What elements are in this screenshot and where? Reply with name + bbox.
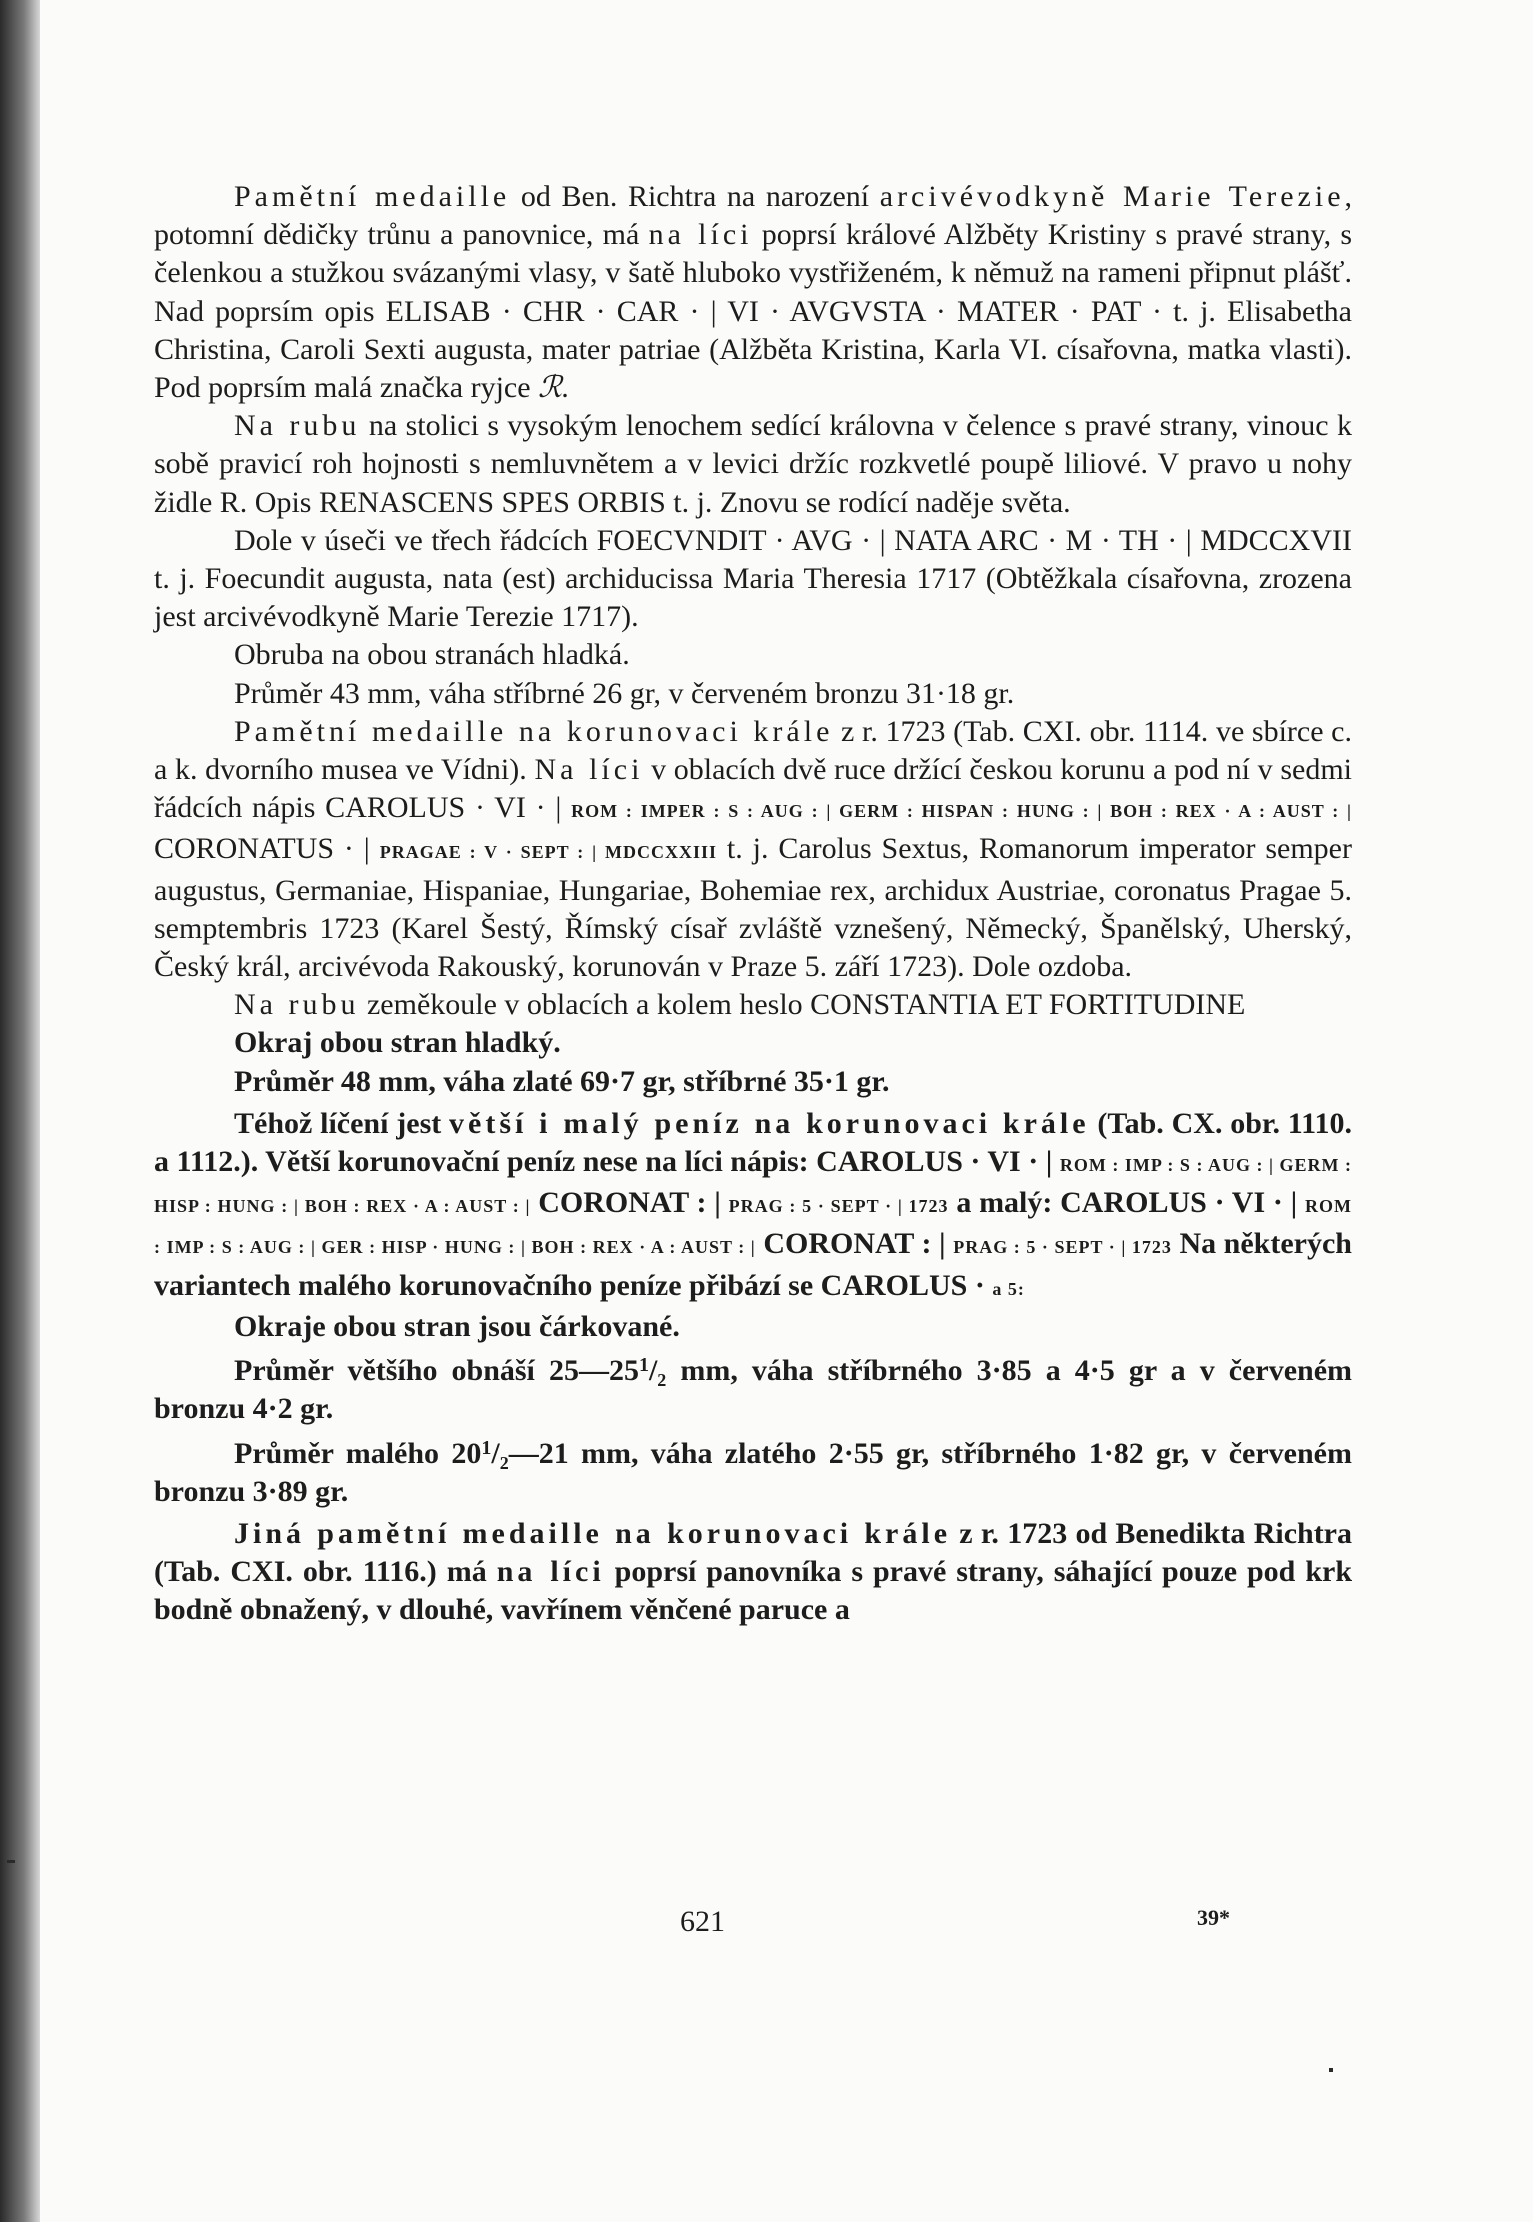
text-run: t. j. Carolus Sextus, Romanorum imperator semper augustus, Germaniae, Hispaniae, Hungariae, Bohemiae rex, archidux Austriae, coronatus Pragae 5. semptembris 1723 (Karel Šestý, Římský císař zvláště vznešený, Německý, Španělský, Uherský, Český král, arcivévoda Rakouský, korunován v Praze 5. září 1723). Dole ozdoba. bbox=[154, 832, 1352, 984]
text-run: Průměr většího obnáší 25—25 bbox=[234, 1354, 639, 1388]
inscription-smallcaps: PRAG : 5 · SEPT · | 1723 bbox=[953, 1237, 1172, 1258]
spaced-heading: Jiná pamětní medaille na korunovaci krále bbox=[234, 1516, 952, 1550]
margin-speck bbox=[1329, 2068, 1333, 2072]
paragraph-larger-diameter bbox=[154, 1346, 1352, 1428]
spaced-heading: Pamětní medaille na korunovaci krále bbox=[234, 714, 834, 748]
text-run: /₂ mm, váha stříbrného 3·85 a 4·5 gr a v červeném bronzu 4·2 gr. bbox=[154, 1354, 1352, 1426]
text-run: poprsí králové Alžběty Kristiny s pravé strany, s čelenkou a stužkou svázanými vlasy, v šatě hluboko vystřiženém, k němuž na rameni připnut plášť. Nad poprsím opis ELISAB · CHR · CAR · | VI · AVGVSTA · MATER · PAT · t. j. Elisabetha Christina, Caroli Sexti augusta, mater patriae (Alžběta Kristina, Karla VI. císařovna, matka vlasti). Pod poprsím malá značka ryjce bbox=[154, 218, 1352, 405]
inscription-smallcaps: ROM : IMP : S : AUG : | GER : HISP · HUNG : | BOH : REX · A : AUST : | bbox=[154, 1196, 1353, 1258]
paragraph-reverse-globe bbox=[154, 986, 1352, 1024]
book-page bbox=[40, 0, 1533, 2222]
paragraph-edges-hatched: Okraje obou stran jsou čárkované. bbox=[234, 1309, 680, 1343]
signature-mark: 39* bbox=[1197, 1905, 1230, 1930]
text-run: , potomní dědičky trůnu a panovnice, má bbox=[154, 180, 1353, 252]
spaced-term: Na rubu bbox=[234, 409, 361, 443]
text-run: Na některých variantech malého korunovačního peníze přibází se CAROLUS · bbox=[154, 1227, 1352, 1302]
inscription-smallcaps: a 5: bbox=[992, 1278, 1025, 1299]
paragraph-exergue: Dole v úseči ve třech řádcích FOECVNDIT · AVG · | NATA ARC · M · TH · | MDCCXVII t. j. Foecundit augusta, nata (est) archiducissa Maria Theresia 1717 (Obtěžkala císařovna, zrozena jest arcivévodkyně Marie Terezie 1717). bbox=[154, 523, 1352, 634]
body-text bbox=[154, 178, 1352, 1630]
text-run: na stolici s vysokým lenochem sedící královna v čelence s pravé strany, vinouc k sobě pravicí roh hojnosti s nemluvnětem a v levici držíc rozkvetlé poupě liliové. V pravo u nohy židle R. Opis RENASCENS SPES ORBIS t. j. Znovu se rodící naděje světa. bbox=[154, 409, 1352, 519]
paragraph-richter-medal bbox=[154, 1515, 1352, 1630]
text-run: z r. 1723 (Tab. CXI. obr. 1114. ve sbírce c. a k. dvorního musea ve Vídni). bbox=[154, 714, 1352, 787]
text-run: (Tab. CX. obr. 1110. a 1112.). Větší korunovační peníz nese na líci nápis: CAROLUS · VI · | bbox=[154, 1106, 1352, 1179]
paragraph-elisabeth-medal bbox=[154, 178, 1352, 407]
spaced-heading: větší i malý peníz na korunovaci krále bbox=[449, 1106, 1090, 1140]
text-run: zeměkoule v oblacích a kolem heslo CONSTANTIA ET FORTITUDINE bbox=[359, 988, 1246, 1022]
paragraph-edge-2: Okraj obou stran hladký. bbox=[234, 1026, 561, 1060]
text-run: Téhož líčení jest bbox=[234, 1106, 450, 1140]
fraction-numerator: 1 bbox=[481, 1436, 492, 1459]
paragraph-reverse bbox=[154, 407, 1352, 522]
paragraph-smaller-diameter bbox=[154, 1429, 1352, 1511]
text-run: od Ben. Richtra na narození bbox=[510, 180, 880, 213]
text-run: z r. 1723 od Benedikta Richtra (Tab. CXI. obr. 1116.) má bbox=[154, 1516, 1352, 1589]
inscription-smallcaps: ROM : IMPER : S : AUG : | GERM : HISPAN : HUNG : | BOH : REX · A : AUST : | bbox=[571, 801, 1352, 822]
text-run: CORONAT : | bbox=[530, 1186, 729, 1220]
page-number: 621 bbox=[680, 1905, 725, 1938]
paragraph-edge: Obruba na obou stranách hladká. bbox=[234, 638, 630, 672]
text-run: a malý: CAROLUS · VI · | bbox=[948, 1186, 1306, 1220]
engraver-mark: ℛ. bbox=[538, 371, 570, 405]
text-run: v oblacích dvě ruce držící českou korunu a pod ní v sedmi řádcích nápis CAROLUS · VI · | bbox=[154, 753, 1352, 825]
spaced-heading: Pamětní medaille bbox=[234, 180, 511, 213]
margin-speck bbox=[7, 1860, 15, 1863]
inscription-smallcaps: ROM : IMP : S : AUG : | GERM : HISP : HUNG : | BOH : REX · A : AUST : | bbox=[154, 1155, 1353, 1217]
spaced-term: na líci bbox=[648, 218, 753, 252]
paragraph-dimensions-2: Průměr 48 mm, váha zlaté 69·7 gr, stříbrné 35·1 gr. bbox=[234, 1064, 890, 1098]
page-binding-shadow bbox=[0, 0, 40, 2222]
spaced-term: na líci bbox=[496, 1555, 605, 1589]
spaced-name: arcivévodkyně Marie Terezie bbox=[879, 180, 1345, 213]
spaced-term: Na rubu bbox=[234, 988, 360, 1022]
inscription-smallcaps: PRAG : 5 · SEPT · | 1723 bbox=[728, 1196, 949, 1217]
paragraph-dimensions: Průměr 43 mm, váha stříbrné 26 gr, v červeném bronzu 31·18 gr. bbox=[234, 676, 1015, 710]
text-run: poprsí panovníka s pravé strany, sáhající pouze pod krk bodně obnažený, v dlouhé, vavřínem věnčené paruce a bbox=[154, 1555, 1353, 1627]
text-run: CORONATUS · | bbox=[154, 832, 380, 866]
spaced-term: Na líci bbox=[534, 753, 644, 787]
text-run: Průměr malého 20 bbox=[234, 1436, 482, 1470]
text-run: /₂—21 mm, váha zlatého 2·55 gr, stříbrného 1·82 gr, v červeném bronzu 3·89 gr. bbox=[154, 1436, 1352, 1508]
inscription-smallcaps: PRAGAE : V · SEPT : | MDCCXXIII bbox=[379, 842, 717, 863]
text-run: CORONAT : | bbox=[755, 1227, 954, 1261]
fraction-numerator: 1 bbox=[638, 1354, 649, 1377]
paragraph-coins bbox=[154, 1105, 1352, 1308]
paragraph-coronation-medal bbox=[154, 713, 1352, 986]
